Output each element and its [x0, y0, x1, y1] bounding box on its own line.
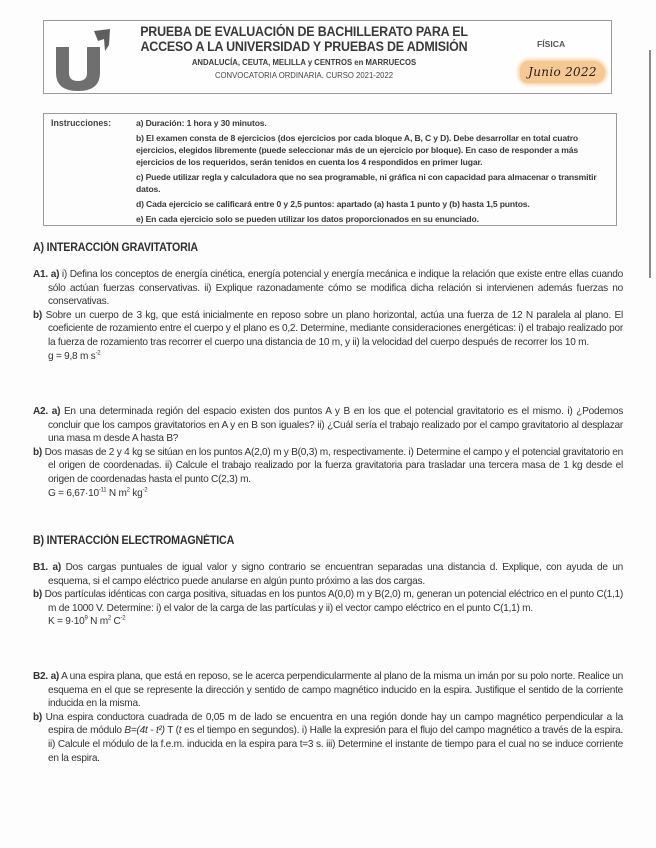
part-text: A una espira plana, que está en reposo, se le acerca perpendicularmente al plano de la misma un imán por su polo norte. Realice un esquema en el que se represente la dirección y sentido de campo magnético inducido en la espira. Justifique el sentido de la corriente inducida en la misma.: [48, 671, 623, 710]
part-text: T (: [164, 725, 179, 737]
exercise-b1-part-b: [33, 588, 623, 615]
exercise-a1: [33, 268, 623, 363]
instruction-item: e) En cada ejercicio solo se pueden utilizar los datos proporcionados en su enunciado.: [136, 214, 479, 224]
exam-title-block: [114, 24, 494, 81]
constant-G: [33, 487, 623, 501]
constant-text: N m: [87, 616, 108, 628]
constant-exponent: 2: [107, 616, 111, 623]
constant-exponent: -2: [95, 350, 101, 357]
university-u-logo-icon: [54, 27, 114, 91]
exercise-b1: [33, 561, 623, 629]
part-label: b): [33, 711, 43, 723]
part-text: Sobre un cuerpo de 3 kg, que está inicialmente en reposo sobre un plano horizontal, actúa una fuerza de 12 N paralela al plano. El coeficiente de rozamiento entre el cuerpo y el plano es 0,2. Determine, mediante consideraciones energéticas: i) el trabajo realizado por la fuerza de rozamiento tras recorrer el cuerpo una distancia de 10 m, y ii) la velocidad del cuerpo después de recorrer los 10 m.: [45, 309, 624, 348]
part-label: b): [33, 309, 43, 321]
exercise-a1-part-b: [33, 309, 623, 350]
scan-edge-line: [649, 50, 651, 278]
exercise-number: B2.: [33, 671, 48, 682]
part-label: a): [50, 269, 60, 280]
constant-exponent: -2: [142, 487, 148, 494]
exercise-number: B1.: [33, 562, 48, 573]
instruction-item: c) Puede utilizar regla y calculadora que no sea programable, ni gráfica ni con capacidad para almacenar o transmitir datos.: [136, 172, 597, 194]
section-title-a: A) INTERACCIÓN GRAVITATORIA: [33, 241, 198, 254]
part-text: Dos cargas puntuales de igual valor y signo contrario se encuentran separadas una distancia d. Explique, con ayuda de un esquema, si el campo eléctrico puede anularse en algún punto próximo a las dos cargas.: [48, 562, 623, 587]
part-text: Dos masas de 2 y 4 kg se sitúan en los puntos A(2,0) m y B(0,3) m, respectivamente. i) Determine el campo y el potencial gravitatorio en el origen de coordenadas. ii) Calcule el trabajo realizado por la fuerza gravitatoria para trasladar una tercera masa de 1 kg desde el origen de coordenadas hasta el punto C(2,3) m.: [44, 446, 623, 485]
part-label: b): [33, 589, 43, 601]
constant-text: C: [110, 616, 121, 628]
exercise-a2-part-a: [33, 405, 623, 446]
exam-title-line-2: ACCESO A LA UNIVERSIDAD Y PRUEBAS DE ADMISIÓN: [140, 39, 468, 54]
constant-exponent: 2: [126, 487, 130, 494]
exam-header: [43, 20, 612, 94]
constant-text: G = 6,67·10: [48, 487, 99, 499]
constant-exponent: 9: [84, 616, 88, 623]
constant-g: [33, 350, 623, 364]
constant-text: kg: [129, 487, 143, 499]
exam-title-line-1: PRUEBA DE EVALUACIÓN DE BACHILLERATO PARA EL: [140, 24, 468, 39]
handwritten-date-note: Junio 2022: [520, 61, 605, 83]
constant-text: g = 9,8 m s: [48, 350, 96, 362]
constant-exponent: -2: [120, 616, 126, 623]
time-variable: t: [178, 725, 182, 737]
exercise-number: A1.: [33, 269, 48, 280]
exercise-a2: [33, 405, 623, 500]
part-text: Dos partículas idénticas con carga positiva, situadas en los puntos A(0,0) m y B(2,0) m, generan un potencial eléctrico en el punto C(1,1) m de 1000 V. Determine: i) el valor de la carga de las partículas y ii) el vector campo eléctrico en el punto C(1,1) m.: [44, 589, 624, 614]
instruction-item: a) Duración: 1 hora y 30 minutos.: [136, 118, 267, 128]
exercise-a2-part-b: [33, 446, 623, 487]
instructions-box: [43, 113, 617, 226]
exercise-number: A2.: [33, 406, 48, 417]
instructions-label: Instrucciones:: [51, 118, 112, 128]
exam-subject: FÍSICA: [537, 39, 566, 49]
exercise-b2-part-a: [33, 670, 623, 711]
part-label: a): [52, 562, 62, 573]
exercise-b2-part-b: [33, 711, 623, 765]
part-text: i) Defina los conceptos de energía cinética, energía potencial y energía mecánica e indique la relación que existe entre ellas cuando sólo actúan fuerzas conservativas. ii) Explique razonadamente cómo se modifica dicha relación si intervienen además fuerzas no conservativas.: [48, 269, 623, 308]
instructions-list: [136, 117, 610, 228]
part-label: a): [50, 671, 60, 682]
section-title-b: B) INTERACCIÓN ELECTROMAGNÉTICA: [33, 534, 235, 547]
constant-text: K = 9·10: [48, 616, 85, 628]
exercise-b2: [33, 670, 623, 765]
exercise-a1-part-a: [33, 268, 623, 309]
constant-text: N m: [106, 487, 127, 499]
part-text: es el tiempo en segundos). i) Halle la expresión para el flujo del campo magnético a través de la espira. ii) Calcule el módulo de la f.e.m. inducida en la espira para t=3 s. iii) Determine el instante de tiempo para el cual no se induce corriente en la espira.: [48, 725, 623, 764]
exam-region: ANDALUCÍA, CEUTA, MELILLA y CENTROS en MARRUECOS: [191, 57, 417, 67]
part-text: En una determinada región del espacio existen dos puntos A y B en los que el potencial gravitatorio es el mismo. i) ¿Podemos concluir que los campos gravitatorios en A y en B son iguales? ii) ¿Cuál sería el trabajo realizado por el campo gravitatorio al desplazar una masa m desde A hasta B?: [48, 406, 623, 445]
magnetic-field-formula: B=(4t - t²): [124, 725, 165, 737]
exam-convocatoria: CONVOCATORIA ORDINARIA. CURSO 2021-2022: [214, 70, 394, 80]
part-label: a): [51, 406, 61, 417]
part-label: b): [33, 446, 43, 458]
part-text: Una espira conductora cuadrada de 0,05 m de lado se encuentra en una región donde hay un campo magnético perpendicular a la espira de módulo: [45, 711, 623, 737]
instruction-item: b) El examen consta de 8 ejercicios (dos ejercicios por cada bloque A, B, C y D). Debe desarrollar en total cuatro ejercicios, elegidos libremente (puede seleccionar más de un ejercicio por bloque). En caso de responder a más ejercicios de los requeridos, serán tenidos en cuenta los 4 respondidos en primer lugar.: [136, 133, 579, 167]
instruction-item: d) Cada ejercicio se calificará entre 0 y 2,5 puntos: apartado (a) hasta 1 punto y (b) hasta 1,5 puntos.: [136, 199, 530, 209]
exercise-b1-part-a: [33, 561, 623, 588]
constant-K: [33, 615, 623, 629]
constant-exponent: -11: [98, 487, 107, 494]
